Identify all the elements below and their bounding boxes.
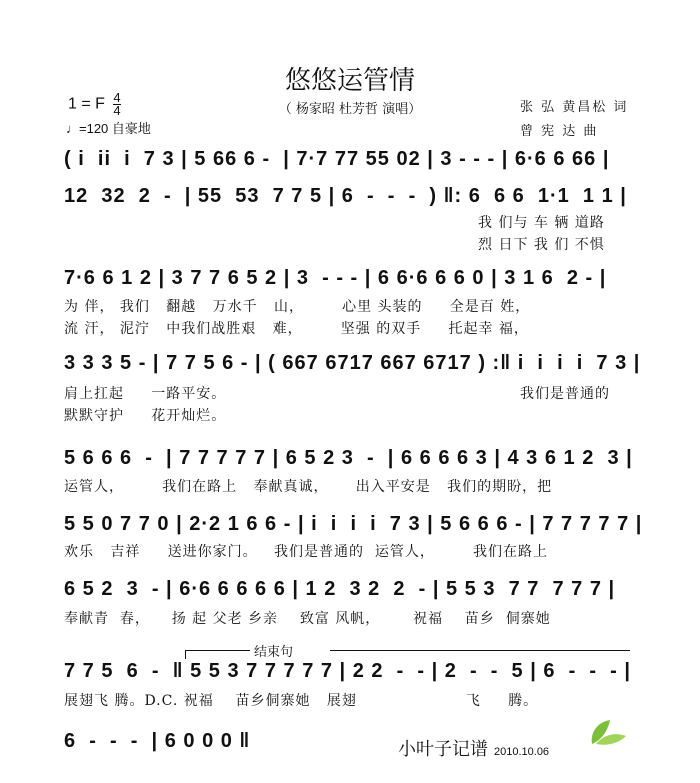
ending-line: [330, 650, 630, 651]
composer-credit: 曾 宪 达 曲: [520, 124, 599, 139]
lyrics-line-4a: 肩上扛起 一路平安。: [64, 386, 227, 402]
lyrics-line-3a: 为 伴， 我们 翻越 万水千 山， 心里 头装的 全是百 姓，: [64, 299, 531, 315]
score-line-7: 6 5 2 3 - | 6·6 6 6 6 6 | 1 2 3 2 2 - | 5 5 3 7 7 7 7 7 |: [64, 578, 616, 600]
lyrics-line-5: 运管人， 我们在路上 奉献真诚， 出入平安是 我们的期盼，把: [64, 479, 553, 495]
tempo-text: =120 自豪地: [79, 121, 151, 136]
time-signature-top: 4: [113, 90, 121, 105]
score-line-6: 5 5 0 7 7 0 | 2·2 1 6 6 - | i i i i 7 3 | 5 6 6 6 - | 7 7 7 7 7 |: [64, 513, 643, 535]
lyrics-line-8: 展翅飞 腾。D.C. 祝福 苗乡侗寨她 展翅 飞 腾。: [64, 693, 539, 709]
lyrics-line-4b: 默默守护 花开灿烂。: [64, 408, 227, 424]
score-line-9: 6 - - - | 6 0 0 0 ‖: [64, 730, 251, 752]
key-signature: [68, 92, 121, 117]
lyrics-line-3b: 流 汗， 泥泞 中我们战胜艰 难， 坚强 的双手 托起幸 福，: [64, 321, 529, 337]
lyricist-credit: 张 弘 黄昌松 词: [520, 100, 629, 115]
lyrics-line-2b: 烈 日下 我 们 不惧: [478, 237, 605, 253]
lyrics-line-6: 欢乐 吉祥 送进你家门。 我们是普通的 运管人， 我们在路上: [64, 544, 549, 560]
time-signature-bottom: 4: [113, 103, 121, 118]
score-line-4: 3 3 3 5 - | 7 7 5 6 - | ( 667 6717 667 6717 ) :‖ i i i i 7 3 |: [64, 352, 641, 374]
tempo-marking: [66, 118, 151, 137]
footer-signature: [398, 735, 549, 761]
leaf-icon: [588, 718, 628, 748]
ending-label: 结束句: [250, 641, 297, 660]
score-line-8: 7 7 5 6 - ‖ 5 5 3 7 7 7 7 7 | 2 2 - - | 2 - - 5 | 6 - - - |: [64, 660, 631, 682]
lyrics-line-2a: 我 们与 车 辆 道路: [478, 215, 605, 231]
key-label: 1 = F: [68, 95, 105, 113]
score-line-5: 5 6 6 6 - | 7 7 7 7 7 | 6 5 2 3 - | 6 6 6 6 3 | 4 3 6 1 2 3 |: [64, 447, 633, 469]
lyrics-line-7: 奉献青 春， 扬 起 父老 乡亲 致富 风帆， 祝福 苗乡 侗寨她: [64, 611, 551, 627]
score-line-2: 12 32 2 - | 55 53 7 7 5 | 6 - - - ) ‖: 6 6 6 1·1 1 1 |: [64, 185, 627, 207]
signature-date: 2010.10.06: [494, 746, 550, 758]
time-signature: [113, 92, 120, 117]
signature-text: 小叶子记谱: [398, 739, 488, 760]
song-title: 悠悠运管情: [284, 66, 415, 96]
singers-credit: （ 杨家昭 杜芳哲 演唱）: [278, 102, 422, 117]
score-line-1: ( i ii i 7 3 | 5 66 6 - | 7·7 77 55 02 | 3 - - - | 6·6 6 66 |: [64, 148, 610, 170]
lyrics-line-4-right: 我们是普通的: [520, 386, 610, 402]
score-line-3: 7·6 6 1 2 | 3 7 7 6 5 2 | 3 - - - | 6 6·6 6 6 0 | 3 1 6 2 - |: [64, 267, 607, 289]
quarter-note-icon: ♩: [66, 121, 79, 136]
